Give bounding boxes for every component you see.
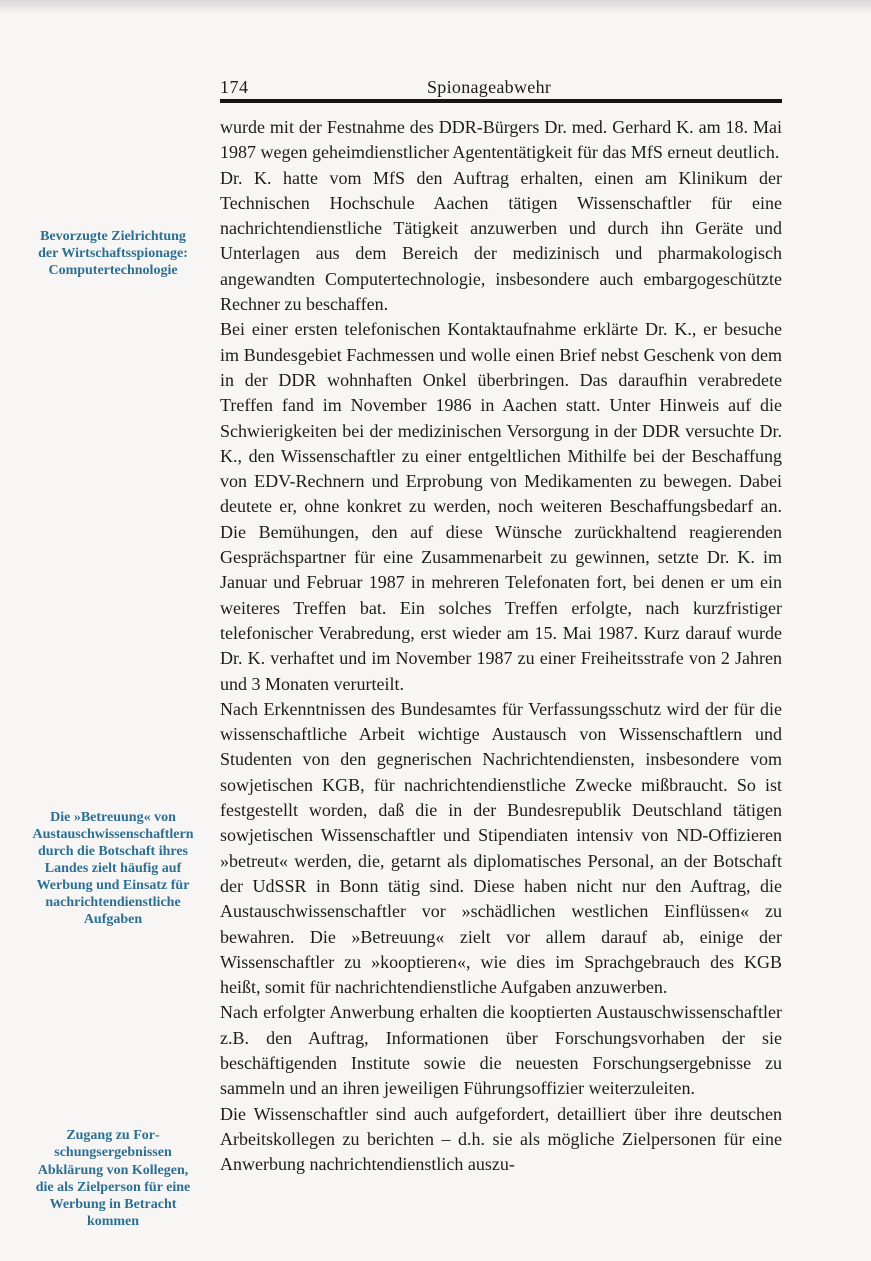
page-edge-shadow	[0, 0, 871, 14]
paragraph: Nach Erkenntnissen des Bundesamtes für Verfassungsschutz wird der für die wissenschaftliche Arbeit wichtige Austausch von Wissenschaftlern und Studenten von den gegnerischen Nachrichtendiensten, insbesondere vom sowjetischen KGB, für nachrichtendienstliche Zwecke mißbraucht. So ist festgestellt worden, daß die in der Bundesrepublik Deutschland tätigen sowjetischen Wissenschaftler und Stipendiaten intensiv von ND-Offizieren »betreut« werden, die, getarnt als diplomatisches Personal, an der Botschaft der UdSSR in Bonn tätig sind. Diese haben nicht nur den Auftrag, die Austauschwissenschaftler vor »schädlichen westlichen Einflüssen« zu bewahren. Die »Betreuung« zielt vor allem darauf ab, einige der Wissenschaftler zu »kooptieren«, wie dies im Sprachgebrauch des KGB heißt, somit für nachrichtendienstliche Aufgaben anzuwerben.	[220, 698, 782, 998]
margin-note-research-access: Zugang zu Forschungsergebnissen	[54, 1128, 172, 1160]
body-text	[220, 115, 782, 1177]
paragraph: Dr. K. hatte vom MfS den Auftrag erhalten, einen am Klinikum der Technischen Hochschule Aachen tätigen Wissenschaftler für eine nachrichtendienstliche Tätigkeit anzuwerben und durch ihn Geräte und Unterlagen aus dem Bereich der medizinisch und pharmakologisch angewandten Computertechnologie, insbesondere auch embargogeschützte Rechner zu beschaffen.	[220, 167, 782, 315]
running-title: Spionageabwehr	[427, 77, 552, 97]
header-rule	[220, 99, 782, 103]
margin-note-target-area: Bevorzugte Zielrichtung der Wirtschaftsspionage: Computertechnologie	[38, 229, 188, 278]
page-header	[220, 73, 782, 99]
paragraph: Bei einer ersten telefonischen Kontaktaufnahme erklärte Dr. K., er besuche im Bundesgebiet Fachmessen und wolle einen Brief nebst Geschenk von dem in der DDR wohnhaften Onkel überbringen. Das daraufhin verabredete Treffen fand im November 1986 in Aachen statt. Unter Hinweis auf die Schwierigkeiten bei der medizinischen Versorgung in der DDR versuchte Dr. K., den Wissenschaftler zu einer entgeltlichen Mithilfe bei der Beschaffung von EDV-Rechnern und Erprobung von Medikamenten zu bewegen. Dabei deutete er, ohne konkret zu werden, noch weiteren Beschaffungsbedarf an. Die Bemühungen, den auf diese Wünsche zurückhaltend reagierenden Gesprächspartner für eine Zusammenarbeit zu gewinnen, setzte Dr. K. im Januar und Februar 1987 in mehreren Telefonaten fort, bei denen er um ein weiteres Treffen bat. Ein solches Treffen erfolgte, nach kurzfristiger telefonischer Verabredung, erst wieder am 15. Mai 1987. Kurz darauf wurde Dr. K. verhaftet und im November 1987 zu einer Freiheitsstrafe von 2 Jahren und 3 Monaten verurteilt.	[220, 319, 782, 694]
margin-note-colleague-screening: Abklärung von Kollegen, die als Zielperson für eine Werbung in Betracht kommen	[35, 1163, 191, 1229]
page-number: 174	[220, 77, 249, 97]
margin-note-exchange-scientists: Die »Betreuung« von Austauschwissenschaftlern durch die Botschaft ihres Landes zielt häufig auf Werbung und Einsatz für nachrichtendienstliche Aufgaben	[32, 810, 194, 927]
paragraph: wurde mit der Festnahme des DDR-Bürgers Dr. med. Gerhard K. am 18. Mai 1987 wegen geheimdienstlicher Agententätigkeit für das MfS erneut deutlich.	[220, 117, 782, 163]
paragraph: Nach erfolgter Anwerbung erhalten die kooptierten Austauschwissenschaftler z.B. den Auftrag, Informationen über Forschungsvorhaben der sie beschäftigenden Institute sowie die neuesten Forschungsergebnisse zu sammeln und an ihren jeweiligen Führungsoffizier weiterzuleiten.	[220, 1002, 782, 1099]
paragraph: Die Wissenschaftler sind auch aufgefordert, detailliert über ihre deutschen Arbeitskollegen zu berichten – d.h. sie als mögliche Zielpersonen für eine Anwerbung nachrichtendienstlich auszu-	[220, 1103, 782, 1175]
